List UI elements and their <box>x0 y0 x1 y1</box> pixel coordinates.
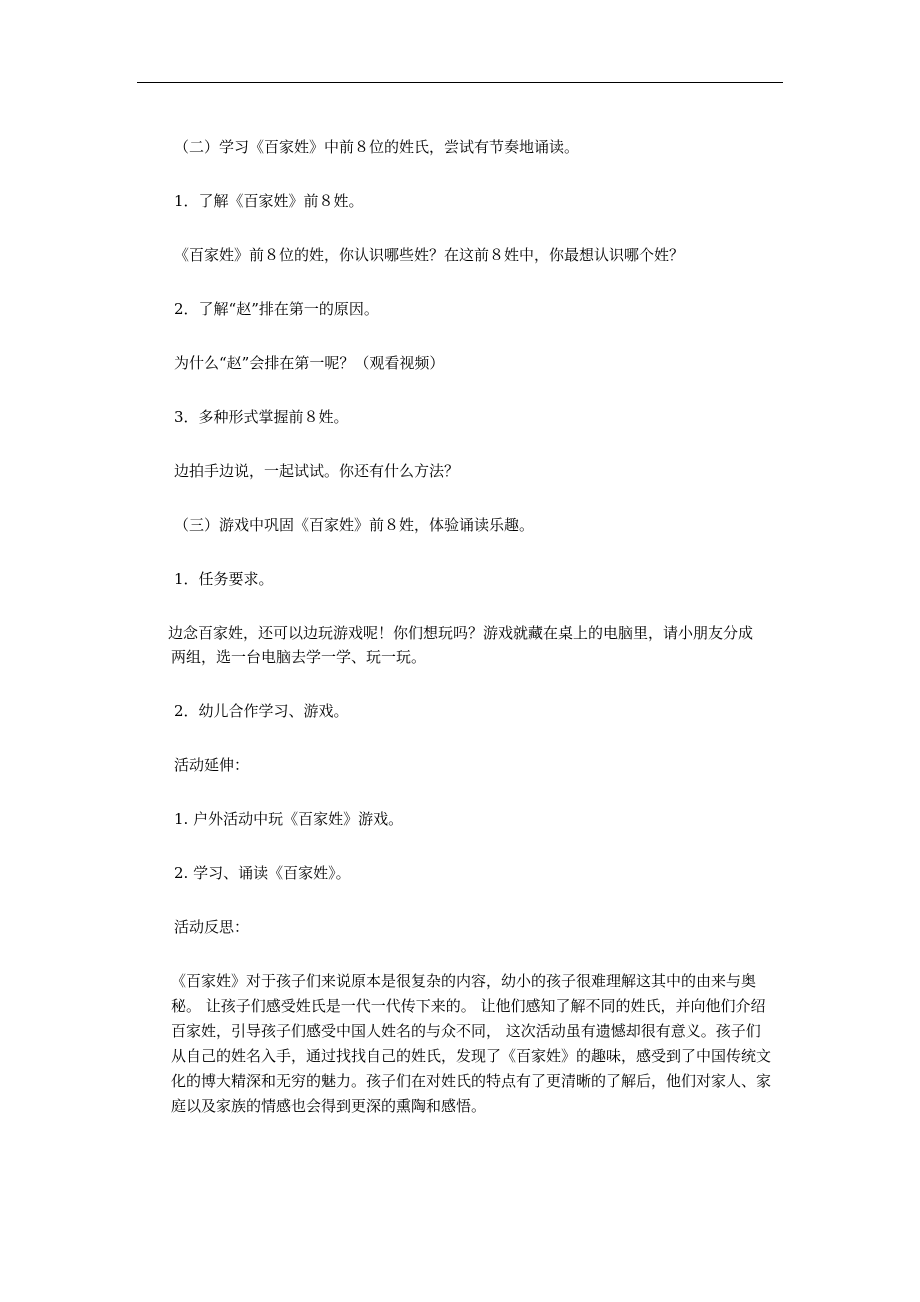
extension-item-2: 2. 学习、诵读《百家姓》。 <box>174 864 351 882</box>
step-1-heading: 1．了解《百家姓》前８姓。 <box>174 192 364 210</box>
header-rule <box>137 82 783 83</box>
extension-item-1: 1. 户外活动中玩《百家姓》游戏。 <box>174 810 404 828</box>
task-text: 边念百家姓，还可以边玩游戏呢！你们想玩吗？游戏就藏在桌上的电脑里，请小朋友分成两组，选一台电脑去学一学、玩一玩。 <box>168 624 754 666</box>
step-3-heading: 3．多种形式掌握前８姓。 <box>174 408 349 426</box>
step-3-text: 边拍手边说，一起试试。你还有什么方法？ <box>174 462 460 480</box>
reflection-text: 《百家姓》对于孩子们来说原本是很复杂的内容，幼小的孩子很难理解这其中的由来与奥秘。 让孩子们感受姓氏是一代一代传下来的。 让他们感知了解不同的姓氏，并向他们介绍百家姓，引导孩子们感受中国人姓名的与众不同， 这次活动虽有遗憾却很有意义。孩子们从自己的姓名入手，通过找找自己的姓氏，发现了《百家姓》的趣味，感受到了中国传统文化的博大精深和无穷的魅力。孩子们在对姓氏的特点有了更清晰的了解后，他们对家人、家庭以及家族的情感也会得到更深的熏陶和感悟。 <box>171 972 772 1115</box>
document-body <box>168 135 772 1149</box>
reflection-heading: 活动反思： <box>174 918 250 936</box>
section-heading-3: （三）游戏中巩固《百家姓》前８姓，体验诵读乐趣。 <box>174 516 535 534</box>
section-heading-2: （二）学习《百家姓》中前８位的姓氏，尝试有节奏地诵读。 <box>174 138 580 156</box>
step-1-text: 《百家姓》前８位的姓，你认识哪些姓？在这前８姓中，你最想认识哪个姓？ <box>174 246 685 264</box>
step-2-text: 为什么“赵”会排在第一呢？（观看视频） <box>174 354 445 372</box>
task-heading: 1．任务要求。 <box>174 570 274 588</box>
cooperation-heading: 2．幼儿合作学习、游戏。 <box>174 702 349 720</box>
extension-heading: 活动延伸： <box>174 756 250 774</box>
step-2-heading: 2．了解“赵”排在第一的原因。 <box>174 300 379 318</box>
